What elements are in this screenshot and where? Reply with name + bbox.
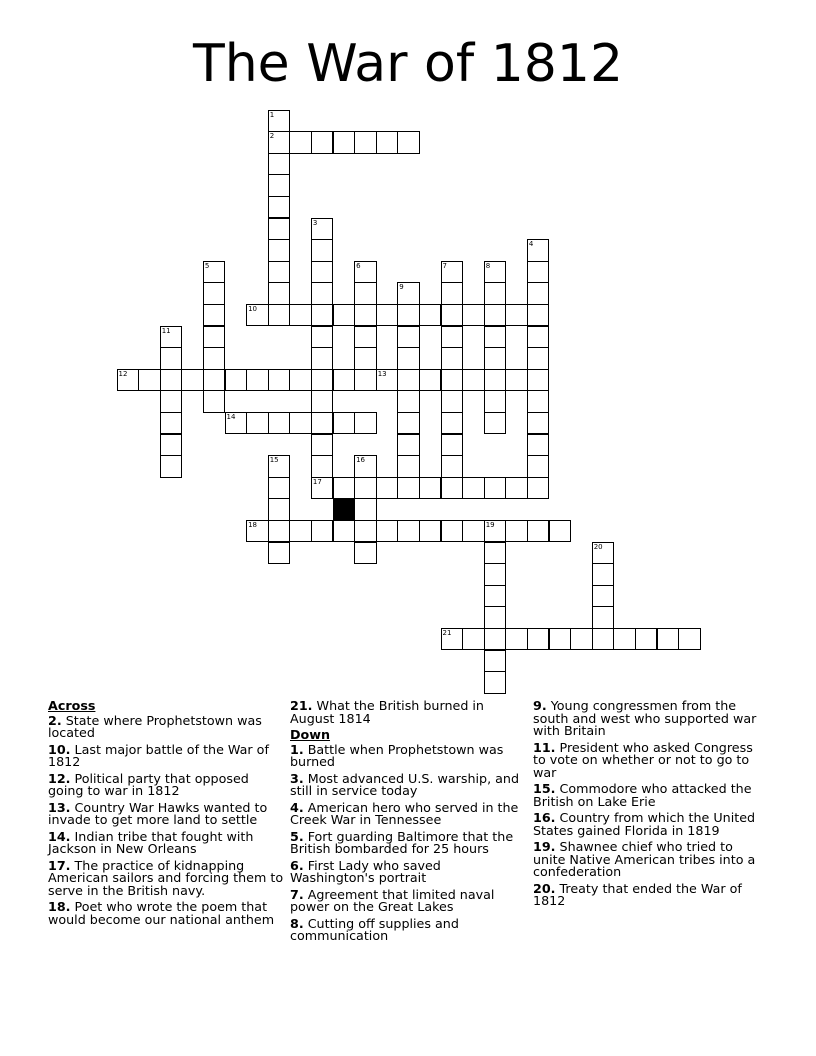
clue-down-3 (290, 770, 526, 798)
grid-cell[interactable] (311, 326, 334, 349)
grid-cell[interactable] (289, 412, 312, 435)
grid-cell[interactable] (160, 326, 183, 349)
clue-number: 3. (290, 770, 304, 786)
grid-cell[interactable] (484, 304, 507, 327)
clue-number: 6. (290, 857, 304, 873)
clue-text: President who asked Congress to vote on whether or not to go to war (533, 739, 753, 780)
grid-cell[interactable] (160, 369, 183, 392)
grid-cell[interactable] (311, 239, 334, 262)
grid-cell[interactable] (397, 520, 420, 543)
clue-number: 20. (533, 880, 556, 896)
grid-cell[interactable] (225, 412, 248, 435)
grid-cell[interactable] (592, 563, 615, 586)
grid-cell[interactable] (397, 455, 420, 478)
grid-cell[interactable] (397, 326, 420, 349)
cell-number: 18 (248, 520, 258, 529)
grid-cell[interactable] (376, 520, 399, 543)
clues-column-3 (533, 700, 769, 912)
grid-cell[interactable] (311, 412, 334, 435)
grid-cell[interactable] (592, 606, 615, 629)
grid-cell[interactable] (311, 477, 334, 500)
grid-cell[interactable] (268, 218, 291, 241)
grid-cell[interactable] (311, 347, 334, 370)
clue-across-13 (48, 799, 284, 827)
grid-cell[interactable] (289, 131, 312, 154)
grid-cell[interactable] (441, 282, 464, 305)
clue-number: 18. (48, 899, 71, 914)
clue-number: 15. (533, 781, 556, 796)
clue-number: 11. (533, 739, 556, 755)
grid-cell[interactable] (354, 477, 377, 500)
grid-cell[interactable] (289, 369, 312, 392)
grid-cell[interactable] (505, 304, 528, 327)
clue-text: Most advanced U.S. warship, and still in service today (290, 770, 520, 798)
grid-cell[interactable] (592, 628, 615, 651)
grid-cell[interactable] (527, 239, 550, 262)
grid-cell[interactable] (268, 153, 291, 176)
clue-down-15 (533, 783, 769, 808)
clue-number: 13. (48, 799, 71, 815)
clue-across-2 (48, 712, 284, 740)
grid-cell[interactable] (289, 304, 312, 327)
clue-number: 8. (290, 915, 304, 931)
cell-number: 20 (593, 542, 603, 551)
grid-cell[interactable] (354, 498, 377, 521)
clue-number: 5. (290, 828, 304, 844)
clue-number: 14. (48, 828, 71, 844)
grid-cell[interactable] (484, 390, 507, 413)
cell-number: 14 (226, 412, 236, 421)
grid-cell[interactable] (289, 520, 312, 543)
grid-cell[interactable] (268, 412, 291, 435)
grid-cell[interactable] (333, 412, 356, 435)
grid-cell[interactable] (268, 282, 291, 305)
cell-number: 4 (528, 240, 534, 249)
grid-cell[interactable] (527, 520, 550, 543)
clue-across-21 (290, 700, 526, 725)
grid-cell[interactable] (527, 369, 550, 392)
grid-cell[interactable] (354, 282, 377, 305)
clue-down-20 (533, 880, 769, 908)
clue-text: Shawnee chief who tried to unite Native American tribes into a confederation (533, 839, 756, 879)
clue-number: 12. (48, 770, 71, 786)
grid-cell[interactable] (203, 261, 226, 284)
grid-cell[interactable] (527, 434, 550, 457)
cell-number: 6 (356, 261, 361, 270)
clue-down-11 (533, 739, 769, 780)
grid-cell[interactable] (484, 369, 507, 392)
grid-cell[interactable] (419, 520, 442, 543)
grid-cell[interactable] (268, 369, 291, 392)
clue-text: Cutting off supplies and communication (290, 915, 459, 943)
grid-cell[interactable] (527, 477, 550, 500)
clue-down-6 (290, 857, 526, 885)
grid-cell[interactable] (376, 477, 399, 500)
puzzle-title: The War of 1812 (192, 34, 624, 94)
grid-cell[interactable] (203, 369, 226, 392)
grid-cell[interactable] (484, 412, 507, 435)
cell-number: 5 (204, 261, 210, 270)
grid-cell[interactable] (160, 455, 183, 478)
clue-text: Fort guarding Baltimore that the British bombarded for 25 hours (290, 828, 514, 856)
grid-cell[interactable] (484, 606, 507, 629)
cell-number: 12 (118, 369, 128, 378)
grid-cell[interactable] (527, 326, 550, 349)
grid-cell[interactable] (203, 347, 226, 370)
grid-cell[interactable] (441, 304, 464, 327)
grid-cell[interactable] (441, 434, 464, 457)
clues-column-2 (290, 700, 526, 947)
grid-cell[interactable] (441, 628, 464, 651)
grid-cell[interactable] (268, 455, 291, 478)
grid-cell[interactable] (527, 628, 550, 651)
grid-cell[interactable] (246, 369, 269, 392)
grid-cell[interactable] (441, 412, 464, 435)
grid-cell[interactable] (484, 563, 507, 586)
grid-cell[interactable] (441, 261, 464, 284)
grid-cell[interactable] (419, 477, 442, 500)
clue-number: 19. (533, 839, 556, 854)
clue-down-9 (533, 700, 769, 738)
grid-cell[interactable] (527, 282, 550, 305)
grid-cell[interactable] (333, 131, 356, 154)
grid-cell[interactable] (311, 434, 334, 457)
grid-cell[interactable] (203, 326, 226, 349)
grid-cell[interactable] (354, 542, 377, 565)
clue-text: The practice of kidnapping American sailors and forcing them to serve in the British navy. (48, 857, 284, 898)
grid-cell[interactable] (505, 477, 528, 500)
grid-cell[interactable] (462, 477, 485, 500)
grid-cell[interactable] (484, 477, 507, 500)
grid-cell[interactable] (484, 585, 507, 608)
grid-cell[interactable] (246, 304, 269, 327)
grid-cell[interactable] (549, 628, 572, 651)
grid-cell[interactable] (484, 671, 507, 694)
clue-text: First Lady who saved Washington's portrait (290, 857, 441, 885)
clue-number: 4. (290, 799, 304, 815)
grid-cell[interactable] (397, 131, 420, 154)
clue-number: 21. (290, 698, 313, 713)
grid-cell[interactable] (225, 369, 248, 392)
clue-text: Agreement that limited naval power on the Great Lakes (290, 886, 495, 914)
grid-cell[interactable] (592, 542, 615, 565)
clue-text: Young congressmen from the south and west who supported war with Britain (533, 698, 757, 738)
grid-cell[interactable] (441, 326, 464, 349)
grid-cell[interactable] (527, 261, 550, 284)
grid-cell[interactable] (441, 347, 464, 370)
grid-cell[interactable] (354, 131, 377, 154)
grid-cell[interactable] (246, 520, 269, 543)
grid-cell[interactable] (354, 261, 377, 284)
clue-text: Political party that opposed going to war in 1812 (48, 770, 249, 798)
cell-number: 8 (485, 261, 491, 270)
grid-cell[interactable] (354, 520, 377, 543)
grid-cell[interactable] (441, 390, 464, 413)
grid-cell[interactable] (441, 520, 464, 543)
grid-cell[interactable] (311, 369, 334, 392)
clue-number: 10. (48, 741, 71, 757)
grid-cell[interactable] (311, 520, 334, 543)
cell-number: 19 (485, 520, 495, 529)
grid-cell[interactable] (311, 304, 334, 327)
cell-number: 13 (377, 369, 387, 378)
grid-cell[interactable] (160, 434, 183, 457)
grid-cell[interactable] (484, 261, 507, 284)
grid-cell[interactable] (268, 239, 291, 262)
grid-cell[interactable] (268, 520, 291, 543)
cell-number: 1 (269, 110, 275, 119)
grid-cell[interactable] (333, 369, 356, 392)
grid-cell[interactable] (397, 347, 420, 370)
cell-number: 2 (269, 132, 275, 141)
clue-text: American hero who served in the Creek War in Tennessee (290, 799, 519, 827)
grid-cell[interactable] (203, 390, 226, 413)
grid-cell[interactable] (570, 628, 593, 651)
grid-cell[interactable] (311, 390, 334, 413)
grid-cell[interactable] (268, 196, 291, 219)
clue-text: Poet who wrote the poem that would become our national anthem (48, 899, 275, 927)
grid-cell[interactable] (505, 628, 528, 651)
across-heading: Across (48, 698, 96, 713)
grid-cell[interactable] (311, 261, 334, 284)
clue-text: Commodore who attacked the British on Lake Erie (533, 781, 752, 809)
cell-number: 16 (356, 456, 366, 465)
clue-number: 1. (290, 741, 304, 757)
clue-down-8 (290, 915, 526, 943)
grid-cell[interactable] (397, 369, 420, 392)
grid-cell[interactable] (354, 455, 377, 478)
grid-cell[interactable] (484, 520, 507, 543)
grid-cell[interactable] (635, 628, 658, 651)
grid-cell[interactable] (505, 520, 528, 543)
cell-number: 9 (399, 283, 404, 292)
grid-cell[interactable] (657, 628, 680, 651)
grid-cell[interactable] (138, 369, 161, 392)
black-cell (333, 498, 356, 521)
grid-cell[interactable] (397, 282, 420, 305)
clue-across-14 (48, 828, 284, 856)
clue-text: Country War Hawks wanted to invade to get more land to settle (48, 799, 268, 827)
clue-number: 2. (48, 712, 62, 728)
grid-cell[interactable] (484, 326, 507, 349)
grid-cell[interactable] (268, 261, 291, 284)
grid-cell[interactable] (268, 498, 291, 521)
grid-cell[interactable] (311, 131, 334, 154)
grid-cell[interactable] (376, 369, 399, 392)
grid-cell[interactable] (462, 369, 485, 392)
grid-cell[interactable] (441, 455, 464, 478)
cell-number: 17 (312, 477, 322, 486)
grid-cell[interactable] (354, 326, 377, 349)
grid-cell[interactable] (527, 347, 550, 370)
clue-text: Treaty that ended the War of 1812 (533, 880, 742, 908)
cell-number: 7 (442, 261, 447, 270)
clue-down-4 (290, 799, 526, 827)
grid-cell[interactable] (484, 542, 507, 565)
grid-cell[interactable] (268, 477, 291, 500)
clue-down-5 (290, 828, 526, 856)
grid-cell[interactable] (160, 390, 183, 413)
grid-cell[interactable] (268, 131, 291, 154)
grid-cell[interactable] (268, 174, 291, 197)
clue-text: Battle when Prophetstown was burned (290, 741, 504, 769)
grid-cell[interactable] (117, 369, 140, 392)
clue-down-19 (533, 841, 769, 879)
clue-number: 9. (533, 698, 547, 713)
clue-across-17 (48, 857, 284, 898)
grid-cell[interactable] (354, 347, 377, 370)
grid-cell[interactable] (376, 131, 399, 154)
clue-number: 17. (48, 857, 71, 873)
clue-number: 16. (533, 810, 556, 825)
grid-cell[interactable] (268, 110, 291, 133)
grid-cell[interactable] (333, 477, 356, 500)
clue-text: What the British burned in August 1814 (290, 698, 484, 726)
down-heading: Down (290, 727, 331, 742)
cell-number: 21 (442, 628, 452, 637)
grid-cell[interactable] (462, 304, 485, 327)
grid-cell[interactable] (203, 304, 226, 327)
grid-cell[interactable] (484, 650, 507, 673)
grid-cell[interactable] (462, 520, 485, 543)
clue-text: State where Prophetstown was located (48, 712, 262, 740)
grid-cell[interactable] (376, 304, 399, 327)
grid-cell[interactable] (613, 628, 636, 651)
cell-number: 15 (269, 456, 279, 465)
grid-cell[interactable] (311, 282, 334, 305)
grid-cell[interactable] (484, 347, 507, 370)
grid-cell[interactable] (419, 369, 442, 392)
grid-cell[interactable] (268, 304, 291, 327)
cell-number: 10 (248, 304, 258, 313)
clue-across-10 (48, 741, 284, 769)
grid-cell[interactable] (419, 304, 442, 327)
grid-cell[interactable] (484, 628, 507, 651)
grid-cell[interactable] (203, 282, 226, 305)
clue-text: Last major battle of the War of 1812 (48, 741, 269, 769)
grid-cell[interactable] (441, 477, 464, 500)
grid-cell[interactable] (354, 412, 377, 435)
clue-across-12 (48, 770, 284, 798)
grid-cell[interactable] (527, 390, 550, 413)
grid-cell[interactable] (527, 455, 550, 478)
grid-cell[interactable] (160, 347, 183, 370)
grid-cell[interactable] (246, 412, 269, 435)
clue-across-18 (48, 901, 284, 926)
grid-cell[interactable] (160, 412, 183, 435)
grid-cell[interactable] (505, 369, 528, 392)
clue-down-7 (290, 886, 526, 914)
clue-down-16 (533, 812, 769, 837)
cell-number: 3 (312, 218, 318, 227)
clue-text: Country from which the United States gained Florida in 1819 (533, 810, 756, 838)
grid-cell[interactable] (678, 628, 701, 651)
grid-cell[interactable] (354, 304, 377, 327)
grid-cell[interactable] (311, 455, 334, 478)
grid-cell[interactable] (527, 412, 550, 435)
grid-cell[interactable] (549, 520, 572, 543)
grid-cell[interactable] (333, 520, 356, 543)
clue-number: 7. (290, 886, 304, 902)
grid-cell[interactable] (268, 542, 291, 565)
grid-cell[interactable] (527, 304, 550, 327)
grid-cell[interactable] (397, 304, 420, 327)
grid-cell[interactable] (397, 434, 420, 457)
grid-cell[interactable] (441, 369, 464, 392)
grid-cell[interactable] (311, 218, 334, 241)
grid-cell[interactable] (484, 282, 507, 305)
cell-number: 11 (161, 326, 171, 335)
clues-column-1 (48, 700, 284, 930)
grid-cell[interactable] (333, 304, 356, 327)
clue-down-1 (290, 741, 526, 769)
grid-cell[interactable] (462, 628, 485, 651)
clue-text: Indian tribe that fought with Jackson in New Orleans (48, 828, 254, 856)
grid-cell[interactable] (354, 369, 377, 392)
grid-cell[interactable] (397, 412, 420, 435)
grid-cell[interactable] (592, 585, 615, 608)
grid-cell[interactable] (397, 477, 420, 500)
grid-cell[interactable] (181, 369, 204, 392)
grid-cell[interactable] (397, 390, 420, 413)
